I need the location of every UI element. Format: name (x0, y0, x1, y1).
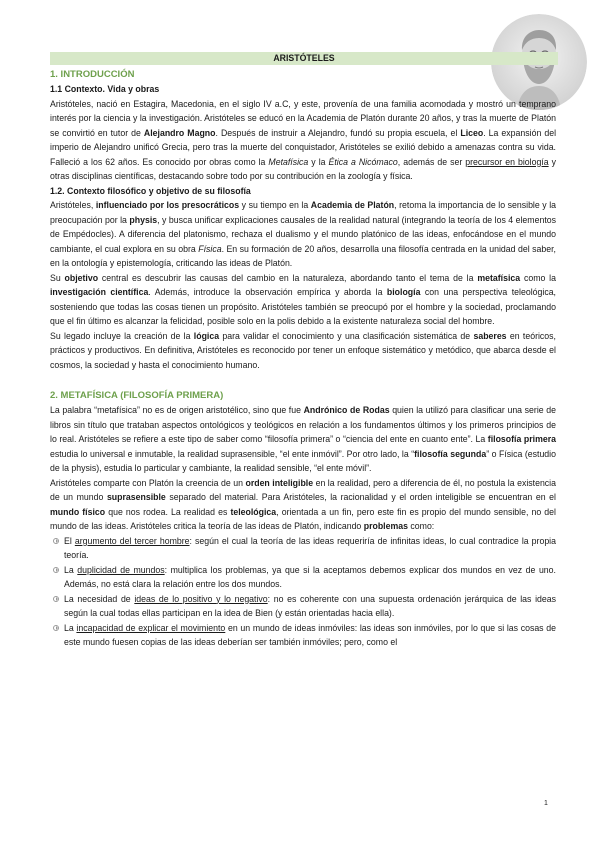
arrow-bullet-icon (53, 538, 59, 544)
page-number: 1 (544, 800, 548, 807)
section-heading-introduccion: 1. INTRODUCCIÓN (50, 69, 135, 80)
page-title: ARISTÓTELES (50, 52, 558, 65)
section-spacer (50, 372, 556, 386)
document-body (50, 52, 556, 650)
paragraph-orden-inteligible: Aristóteles comparte con Platón la creencia de un orden inteligible en la realidad, pero a diferencia de él, no postula la existencia de un mundo suprasensible separado del material. Para Aristóteles, la racionalidad y el orden inteligible se encuentran en el mundo físico que nos rodea. La realidad es teleológica, orientada a un fin, pero este fin es propio del mundo sensible, no del mundo de las ideas. Aristóteles critica la teoría de las ideas de Platón, indicando problemas como: (50, 477, 556, 531)
section-heading-metafisica: 2. METAFÍSICA (FILOSOFÍA PRIMERA) (50, 390, 224, 401)
subheading-contexto: 1.1 Contexto. Vida y obras (50, 84, 160, 94)
arrow-bullet-icon (53, 567, 59, 573)
list-item: El argumento del tercer hombre: según el cual la teoría de las ideas requeriría de infinitas ideas, lo cual contradice la propia teoría. (50, 534, 556, 563)
criticism-list (50, 534, 556, 650)
list-item: La incapacidad de explicar el movimiento en un mundo de ideas inmóviles: las ideas son inmóviles, por lo que si las cosas de este mundo fuesen copias de las ideas deberían ser también inmóviles; pero, como el (50, 621, 556, 650)
paragraph-vida-obras: Aristóteles, nació en Estagira, Macedonia, en el siglo IV a.C, y este, provenía de una familia acomodada y mostró un temprano interés por la ciencia y la investigación. Aristóteles se educó en la Academia de Platón durante 20 años, y tras la muerte de Platón se convirtió en tutor de Alejandro Magno. Después de instruir a Alejandro, fundó su propia escuela, el Liceo. La expansión del imperio de Alejandro unificó Grecia, pero tras la muerte del conquistador, Aristóteles se exilió debido a amenazas contra su vida. Falleció a los 62 años. Es conocido por obras como la Metafísica y la Ética a Nicómaco, además de ser precursor en biología y otras disciplinas científicas, destacando sobre todo por su contribución en la zoología y física. (50, 98, 557, 181)
paragraph-contexto-filosofico: Aristóteles, influenciado por los presocráticos y su tiempo en la Academia de Platón, retoma la importancia de lo sensible y la preocupación por la physis, y busca unificar explicaciones causales de la realidad natural (integrando la teoría de los 4 elementos de Empédocles). A diferencia del platonismo, rechaza el dualismo y el mundo platónico de las ideas, enfocándose en el mundo cambiante, el cual explora en su obra Física. En su formación de 20 años, desarrolla una filosofía centrada en la unidad del saber, en la ontología y epistemología, criticando las ideas de Platón. (50, 200, 557, 268)
paragraph-objetivo: Su objetivo central es descubrir las causas del cambio en la naturaleza, abordando tanto el tema de la metafísica como la investigación científica. Además, introduce la observación empírica y aborda la biología con una perspectiva teleológica, sosteniendo que todas las cosas tienen un propósito. Aristóteles también se preocupó por el hombre y la sociedad, proclamando que el fin último es alcanzar la felicidad, posible solo en la polis debido a la existente naturaleza social del hombre. (50, 272, 556, 326)
arrow-bullet-icon (53, 596, 59, 602)
paragraph-metafisica-origen: La palabra “metafísica” no es de origen aristotélico, sino que fue Andrónico de Rodas quien la utilizó para clasificar una serie de libros sin título que trataban aspectos ontológicos y teológicos en relación a los fundamentos últimos y los primeros principios de lo real. Aristóteles se refiere a este tipo de saber como “filosofía primera” o “ciencia del ente en cuanto ente”. La filosofía primera estudia lo universal e inmutable, la realidad suprasensible, “el ente inmóvil”. Por otro lado, la “filosofía segunda” o Física (estudio de la physis), estudia lo particular y cambiante, la realidad sensible, “el ente móvil”. (50, 405, 556, 473)
subheading-contexto-filosofico: 1.2. Contexto filosófico y objetivo de su filosofía (50, 185, 251, 196)
paragraph-legado: Su legado incluye la creación de la lógica para validar el conocimiento y una clasificación sistemática de saberes en teóricos, prácticos y productivos. En definitiva, Aristóteles es reconocido por tener un enfoque sistemático y metódico, que abarca desde el cosmos, la sociedad y hasta el conocimiento humano. (50, 330, 556, 370)
list-item: La necesidad de ideas de lo positivo y lo negativo: no es coherente con una supuesta ordenación jerárquica de las ideas según la cual todas ellas participan en la idea de Bien (y están orientadas hacia ella). (50, 592, 556, 621)
list-item: La duplicidad de mundos: multiplica los problemas, ya que si la aceptamos debemos explicar dos mundos en vez de uno. Además, no está clara la relación entre los dos mundos. (50, 563, 556, 592)
arrow-bullet-icon (53, 625, 59, 631)
